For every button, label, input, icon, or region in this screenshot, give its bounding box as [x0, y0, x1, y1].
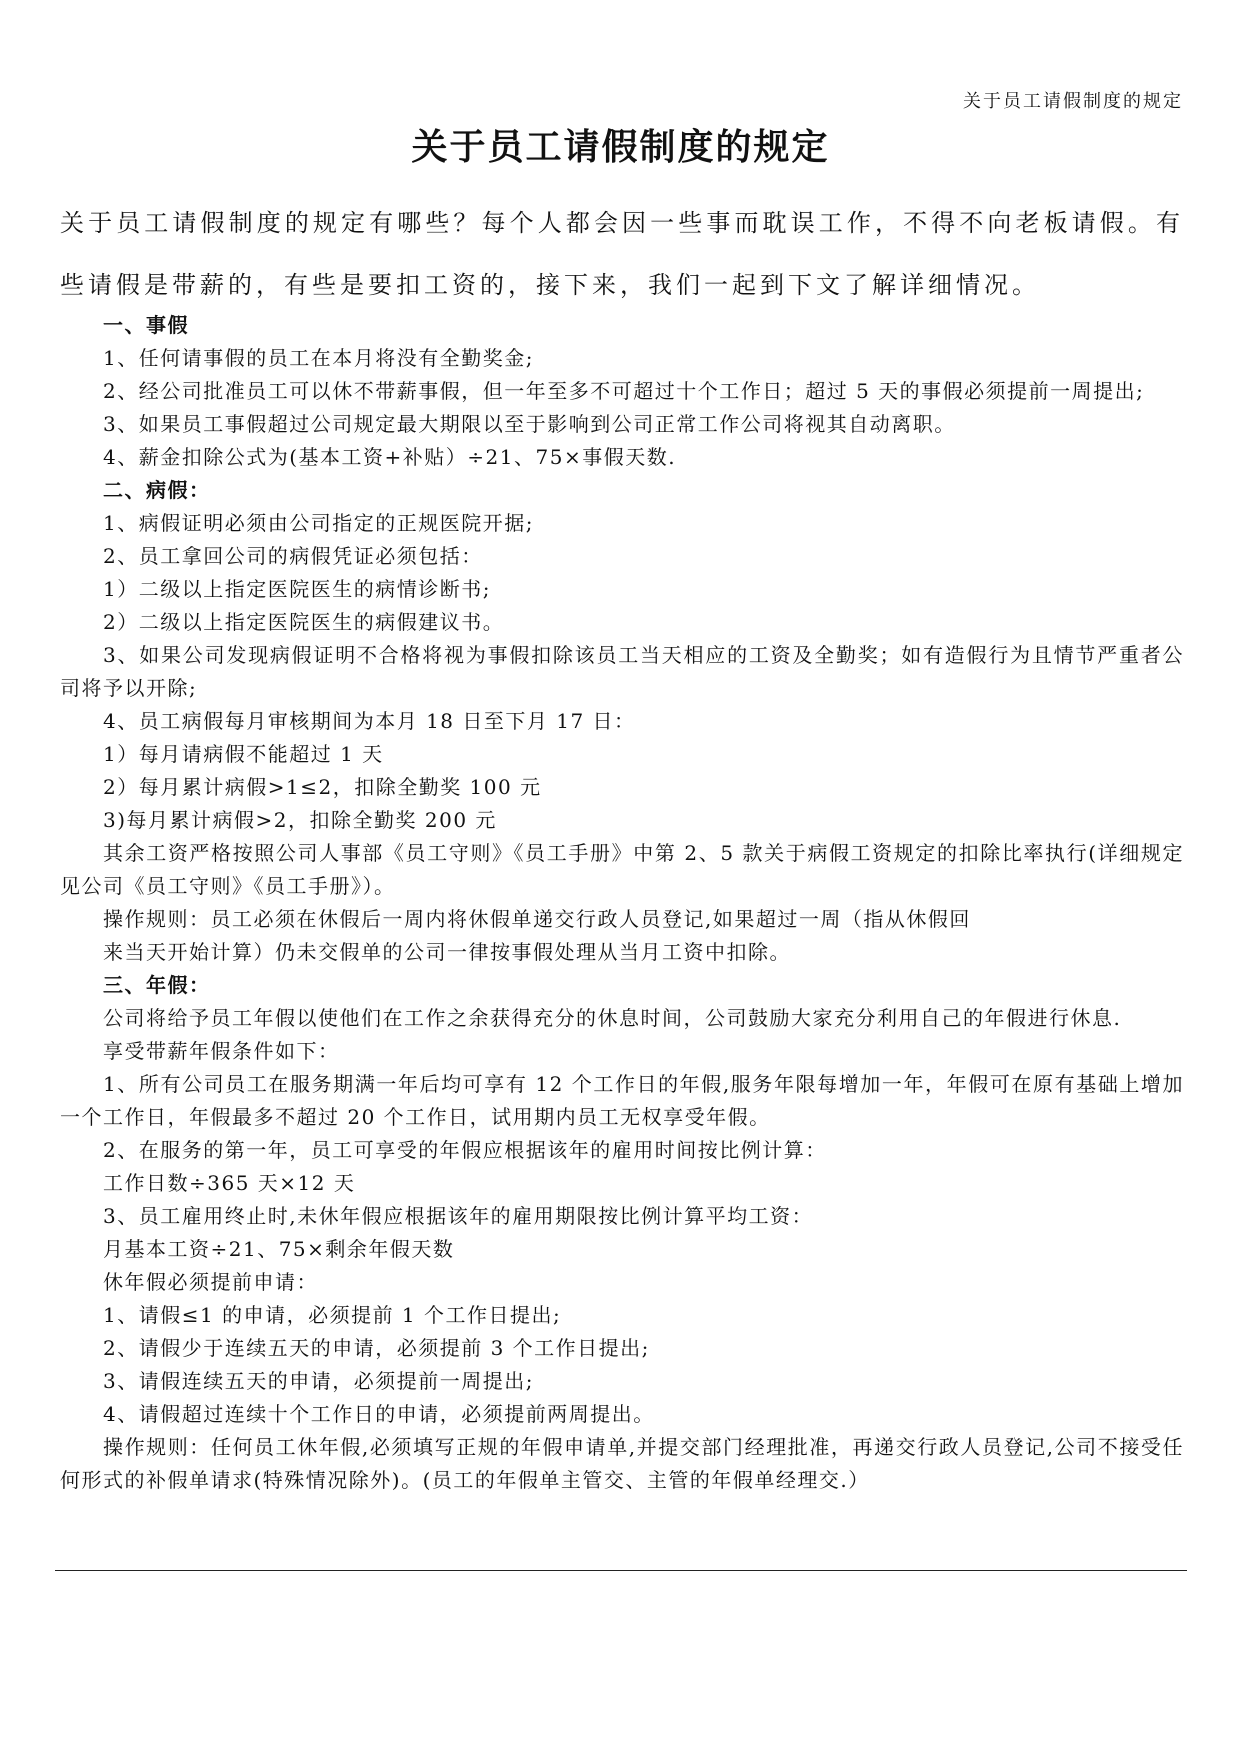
paragraph: 3、如果员工事假超过公司规定最大期限以至于影响到公司正常工作公司将视其自动离职。	[103, 412, 956, 436]
paragraph: 2）每月累计病假>1≤2，扣除全勤奖 100 元	[103, 775, 542, 799]
paragraph: 4、薪金扣除公式为(基本工资+补贴）÷21、75×事假天数.	[103, 445, 677, 469]
running-header: 关于员工请假制度的规定	[963, 91, 1183, 112]
paragraph: 休年假必须提前申请：	[103, 1270, 318, 1294]
paragraph: 2、员工拿回公司的病假凭证必须包括：	[103, 544, 483, 568]
paragraph: 2、经公司批准员工可以休不带薪事假，但一年至多不可超过十个工作日；超过 5 天的事假必须提前一周提出;	[103, 379, 1145, 403]
paragraph: 1、病假证明必须由公司指定的正规医院开据;	[103, 511, 534, 535]
document-body	[60, 309, 1184, 1497]
paragraph: 3、员工雇用终止时,未休年假应根据该年的雇用期限按比例计算平均工资：	[103, 1204, 814, 1228]
page-title: 关于员工请假制度的规定	[411, 127, 830, 168]
paragraph: 其余工资严格按照公司人事部《员工守则》《员工手册》中第 2、5 款关于病假工资规定的扣除比率执行(详细规定见公司《员工守则》《员工手册》）。	[60, 841, 1184, 898]
paragraph: 操作规则：员工必须在休假后一周内将休假单递交行政人员登记,如果超过一周（指从休假回	[103, 907, 971, 931]
intro-paragraph: 关于员工请假制度的规定有哪些？每个人都会因一些事而耽误工作，不得不向老板请假。有些请假是带薪的，有些是要扣工资的，接下来，我们一起到下文了解详细情况。	[60, 209, 1184, 299]
paragraph: 3、请假连续五天的申请，必须提前一周提出;	[103, 1369, 534, 1393]
paragraph: 3、如果公司发现病假证明不合格将视为事假扣除该员工当天相应的工资及全勤奖；如有造假行为且情节严重者公司将予以开除;	[60, 643, 1184, 700]
paragraph: 2）二级以上指定医院医生的病假建议书。	[103, 610, 505, 634]
paragraph: 1）二级以上指定医院医生的病情诊断书;	[103, 577, 491, 601]
paragraph: 1、任何请事假的员工在本月将没有全勤奖金;	[103, 346, 534, 370]
paragraph: 操作规则：任何员工休年假,必须填写正规的年假申请单,并提交部门经理批准，再递交行政人员登记,公司不接受任何形式的补假单请求(特殊情况除外)。(员工的年假单主管交、主管的年假单经理交.）	[60, 1435, 1184, 1492]
paragraph: 享受带薪年假条件如下：	[103, 1039, 340, 1063]
paragraph: 工作日数÷365 天×12 天	[103, 1171, 356, 1195]
paragraph: 1）每月请病假不能超过 1 天	[103, 742, 384, 766]
section-heading-sick-leave: 二、病假：	[103, 478, 211, 502]
paragraph: 1、所有公司员工在服务期满一年后均可享有 12 个工作日的年假,服务年限每增加一年，年假可在原有基础上增加一个工作日，年假最多不超过 20 个工作日，试用期内员工无权享受年假。	[60, 1072, 1184, 1129]
section-heading-personal-leave: 一、事假	[103, 313, 189, 337]
paragraph: 月基本工资÷21、75×剩余年假天数	[103, 1237, 455, 1261]
paragraph: 来当天开始计算）仍未交假单的公司一律按事假处理从当月工资中扣除。	[103, 940, 791, 964]
paragraph: 2、在服务的第一年，员工可享受的年假应根据该年的雇用时间按比例计算：	[103, 1138, 827, 1162]
paragraph: 4、请假超过连续十个工作日的申请，必须提前两周提出。	[103, 1402, 655, 1426]
paragraph: 2、请假少于连续五天的申请，必须提前 3 个工作日提出;	[103, 1336, 650, 1360]
paragraph: 公司将给予员工年假以使他们在工作之余获得充分的休息时间，公司鼓励大家充分利用自己的年假进行休息.	[103, 1006, 1122, 1030]
paragraph: 3)每月累计病假>2，扣除全勤奖 200 元	[103, 808, 497, 832]
paragraph: 4、员工病假每月审核期间为本月 18 日至下月 17 日：	[103, 709, 636, 733]
footer-divider	[55, 1570, 1187, 1571]
section-heading-annual-leave: 三、年假：	[103, 973, 211, 997]
paragraph: 1、请假≤1 的申请，必须提前 1 个工作日提出;	[103, 1303, 562, 1327]
